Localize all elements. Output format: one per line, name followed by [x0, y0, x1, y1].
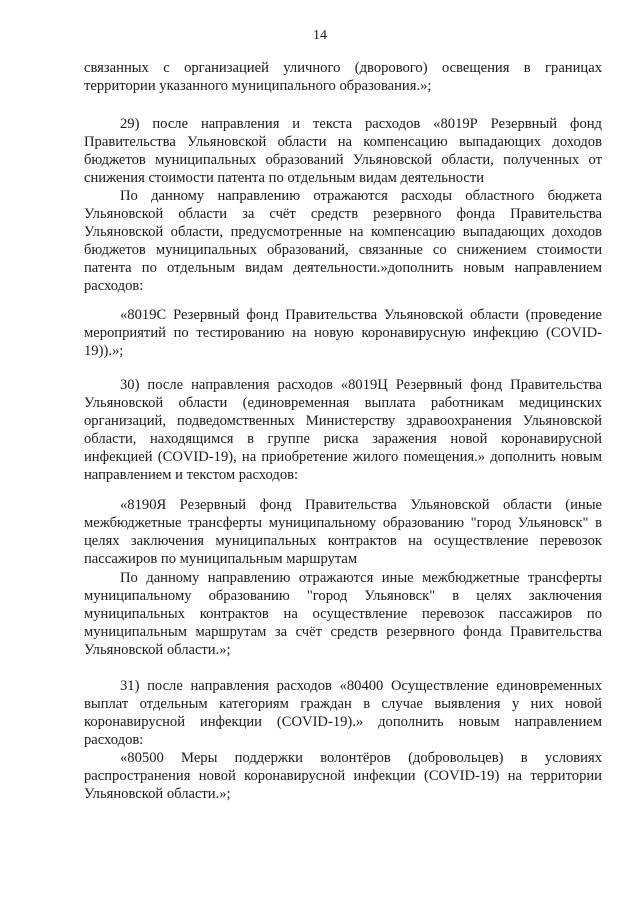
paragraph-item-30: 30) после направления расходов «8019Ц Резервный фонд Правительства Ульяновской области (единовременная выплата работникам медицинских организаций, подведомственных Министерству здравоохранения Ульяновской области, находящимся в группе риска заражения новой коронавирусной инфекцией (COVID-19), на приобретение жилого помещения.» дополнить новым направлением и текстом расходов:	[84, 377, 602, 483]
page-number: 14	[313, 28, 327, 43]
paragraph-8190ya-description: По данному направлению отражаются иные межбюджетные трансферты муниципальному образованию "город Ульяновск" в целях заключения муниципальных контрактов на осуществление перевозок пассажиров по муниципальным маршрутам за счёт средств резервного фонда Правительства Ульяновской области.»;	[84, 570, 602, 658]
paragraph-8190ya-quote: «8190Я Резервный фонд Правительства Ульяновской области (иные межбюджетные трансферты муниципальному образованию "город Ульяновск" в целях заключения муниципальных контрактов на осуществление перевозок пассажиров по муниципальным маршрутам	[84, 497, 602, 567]
paragraph-direction-description: По данному направлению отражаются расходы областного бюджета Ульяновской области за счёт средств резервного фонда Правительства Ульяновской области, предусмотренные на компенсацию выпадающих доходов бюджетов муниципальных образований, связанные со снижением стоимости патента по отдельным видам деятельности.»дополнить новым направлением расходов:	[84, 188, 602, 294]
paragraph-8019c-quote: «8019С Резервный фонд Правительства Ульяновской области (проведение мероприятий по тестированию на новую коронавирусную инфекцию (COVID-19)).»;	[84, 307, 602, 359]
paragraph-continuation: связанных с организацией уличного (дворового) освещения в границах территории указанного муниципального образования.»;	[84, 60, 602, 94]
paragraph-item-29: 29) после направления и текста расходов «8019Р Резервный фонд Правительства Ульяновской области на компенсацию выпадающих доходов бюджетов муниципальных образований Ульяновской области, полученных от снижения стоимости патента по отдельным видам деятельности	[84, 116, 602, 186]
paragraph-80500-quote: «80500 Меры поддержки волонтёров (добровольцев) в условиях распространения новой коронавирусной инфекции (COVID-19) на территории Ульяновской области.»;	[84, 750, 602, 802]
paragraph-item-31: 31) после направления расходов «80400 Осуществление единовременных выплат отдельным категориям граждан в случае выявления у них новой коронавирусной инфекции (COVID-19).» дополнить новым направлением расходов:	[84, 678, 602, 748]
